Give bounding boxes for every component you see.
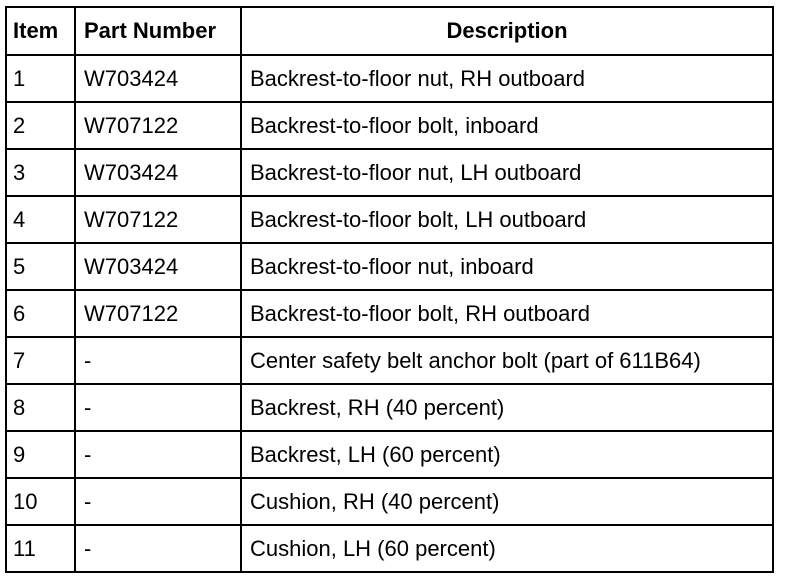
table-row <box>6 290 773 337</box>
table-body <box>6 55 773 572</box>
cell-item: 3 <box>6 149 75 196</box>
cell-description: Backrest, LH (60 percent) <box>241 431 773 478</box>
cell-description: Backrest, RH (40 percent) <box>241 384 773 431</box>
cell-item: 5 <box>6 243 75 290</box>
cell-description: Backrest-to-floor nut, inboard <box>241 243 773 290</box>
cell-description: Backrest-to-floor bolt, LH outboard <box>241 196 773 243</box>
cell-item: 6 <box>6 290 75 337</box>
table-row <box>6 196 773 243</box>
cell-item: 10 <box>6 478 75 525</box>
cell-part-number: W703424 <box>75 55 241 102</box>
table-row <box>6 243 773 290</box>
table-row <box>6 478 773 525</box>
cell-item: 7 <box>6 337 75 384</box>
cell-description: Backrest-to-floor nut, RH outboard <box>241 55 773 102</box>
cell-part-number: W703424 <box>75 243 241 290</box>
table-row <box>6 525 773 572</box>
table-row <box>6 384 773 431</box>
table-header <box>6 7 773 55</box>
cell-part-number: W707122 <box>75 102 241 149</box>
cell-item: 8 <box>6 384 75 431</box>
cell-item: 11 <box>6 525 75 572</box>
cell-item: 4 <box>6 196 75 243</box>
table-row <box>6 102 773 149</box>
cell-item: 9 <box>6 431 75 478</box>
header-item: Item <box>6 7 75 55</box>
cell-description: Cushion, RH (40 percent) <box>241 478 773 525</box>
cell-description: Cushion, LH (60 percent) <box>241 525 773 572</box>
cell-description: Backrest-to-floor nut, LH outboard <box>241 149 773 196</box>
table-row <box>6 149 773 196</box>
cell-description: Backrest-to-floor bolt, inboard <box>241 102 773 149</box>
cell-part-number: - <box>75 525 241 572</box>
cell-part-number: - <box>75 384 241 431</box>
parts-table <box>5 6 774 573</box>
cell-part-number: - <box>75 431 241 478</box>
table-row <box>6 55 773 102</box>
cell-part-number: W707122 <box>75 196 241 243</box>
cell-part-number: - <box>75 337 241 384</box>
cell-part-number: W703424 <box>75 149 241 196</box>
cell-item: 1 <box>6 55 75 102</box>
header-row <box>6 7 773 55</box>
cell-part-number: - <box>75 478 241 525</box>
cell-description: Backrest-to-floor bolt, RH outboard <box>241 290 773 337</box>
cell-part-number: W707122 <box>75 290 241 337</box>
cell-item: 2 <box>6 102 75 149</box>
header-part-number: Part Number <box>75 7 241 55</box>
header-description: Description <box>241 7 773 55</box>
cell-description: Center safety belt anchor bolt (part of 611B64) <box>241 337 773 384</box>
table-row <box>6 337 773 384</box>
table-row <box>6 431 773 478</box>
